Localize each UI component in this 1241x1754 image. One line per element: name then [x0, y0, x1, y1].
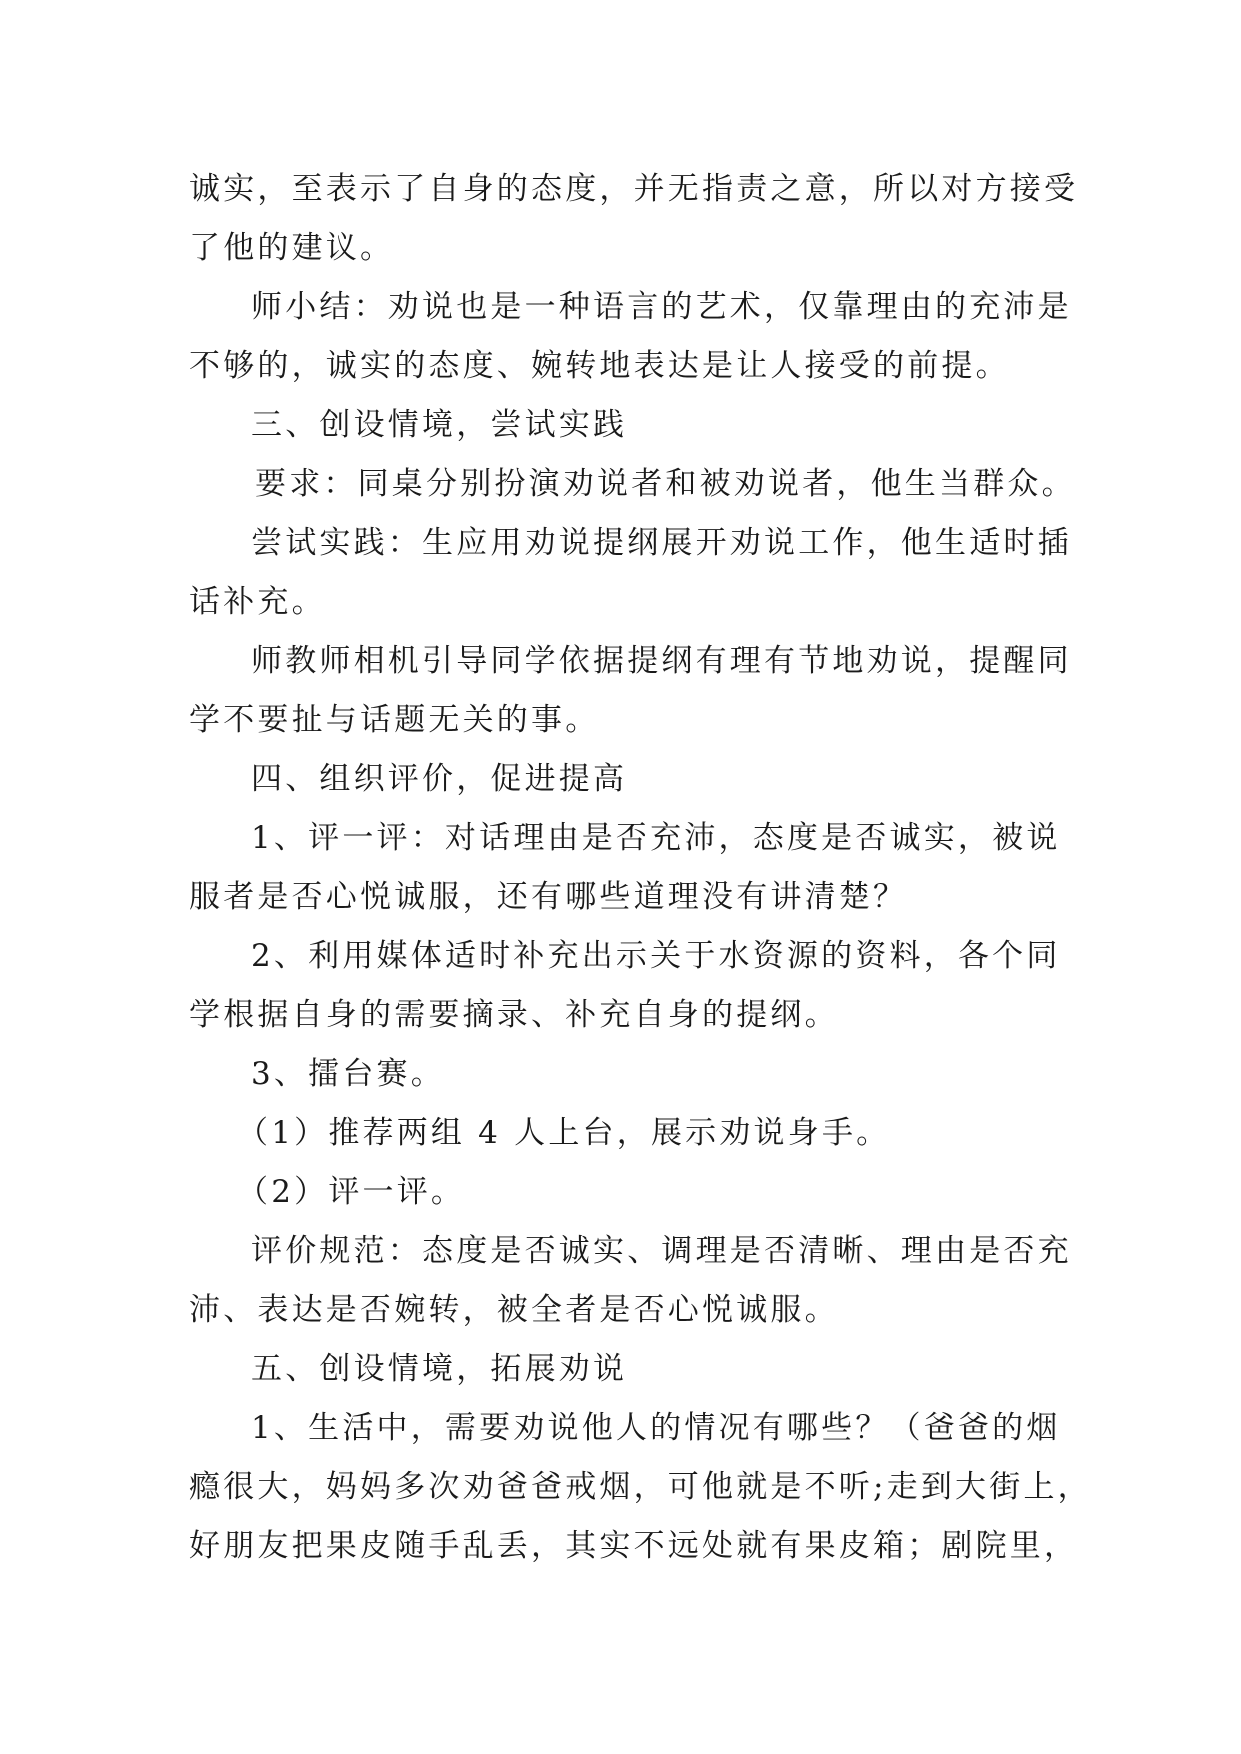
text-line: 话补充。 [189, 584, 326, 620]
paragraph-line: 尝试实践：生应用劝说提纲展开劝说工作，他生适时插 [251, 525, 1072, 561]
section-heading: 四、组织评价，促进提高 [251, 761, 628, 797]
sub-list-item: （2）评一评。 [237, 1174, 466, 1210]
paragraph-line: 师教师相机引导同学依据提纲有理有节地劝说，提醒同 [251, 643, 1072, 679]
list-item: 1、生活中，需要劝说他人的情况有哪些？（爸爸的烟 [251, 1410, 1061, 1446]
text-line: 学根据自身的需要摘录、补充自身的提纲。 [189, 997, 839, 1033]
section-heading: 五、创设情境，拓展劝说 [251, 1351, 628, 1387]
paragraph-line: 师小结：劝说也是一种语言的艺术，仅靠理由的充沛是 [251, 289, 1072, 325]
text-line: 诚实，至表示了自身的态度，并无指责之意，所以对方接受 [189, 171, 1079, 207]
section-heading: 三、创设情境，尝试实践 [251, 407, 628, 443]
list-item: 1、评一评：对话理由是否充沛，态度是否诚实，被说 [251, 820, 1061, 856]
text-line: 沛、表达是否婉转，被全者是否心悦诚服。 [189, 1292, 839, 1328]
list-item: 2、利用媒体适时补充出示关于水资源的资料，各个同 [251, 938, 1061, 974]
document-body [189, 160, 1092, 1576]
list-item: 3、擂台赛。 [251, 1056, 445, 1092]
text-line: 不够的，诚实的态度、婉转地表达是让人接受的前提。 [189, 348, 1010, 384]
sub-list-item: （1）推荐两组 4 人上台，展示劝说身手。 [237, 1115, 891, 1151]
text-line: 好朋友把果皮随手乱丢，其实不远处就有果皮箱；剧院里， [189, 1528, 1079, 1564]
text-line: 学不要扯与话题无关的事。 [189, 702, 600, 738]
paragraph-line: 评价规范：态度是否诚实、调理是否清晰、理由是否充 [251, 1233, 1072, 1269]
text-line: 瘾很大，妈妈多次劝爸爸戒烟，可他就是不听;走到大街上， [189, 1469, 1092, 1505]
paragraph-line: 要求：同桌分别扮演劝说者和被劝说者，他生当群众。 [255, 466, 1076, 502]
text-line: 服者是否心悦诚服，还有哪些道理没有讲清楚？ [189, 879, 908, 915]
text-line: 了他的建议。 [189, 230, 395, 266]
